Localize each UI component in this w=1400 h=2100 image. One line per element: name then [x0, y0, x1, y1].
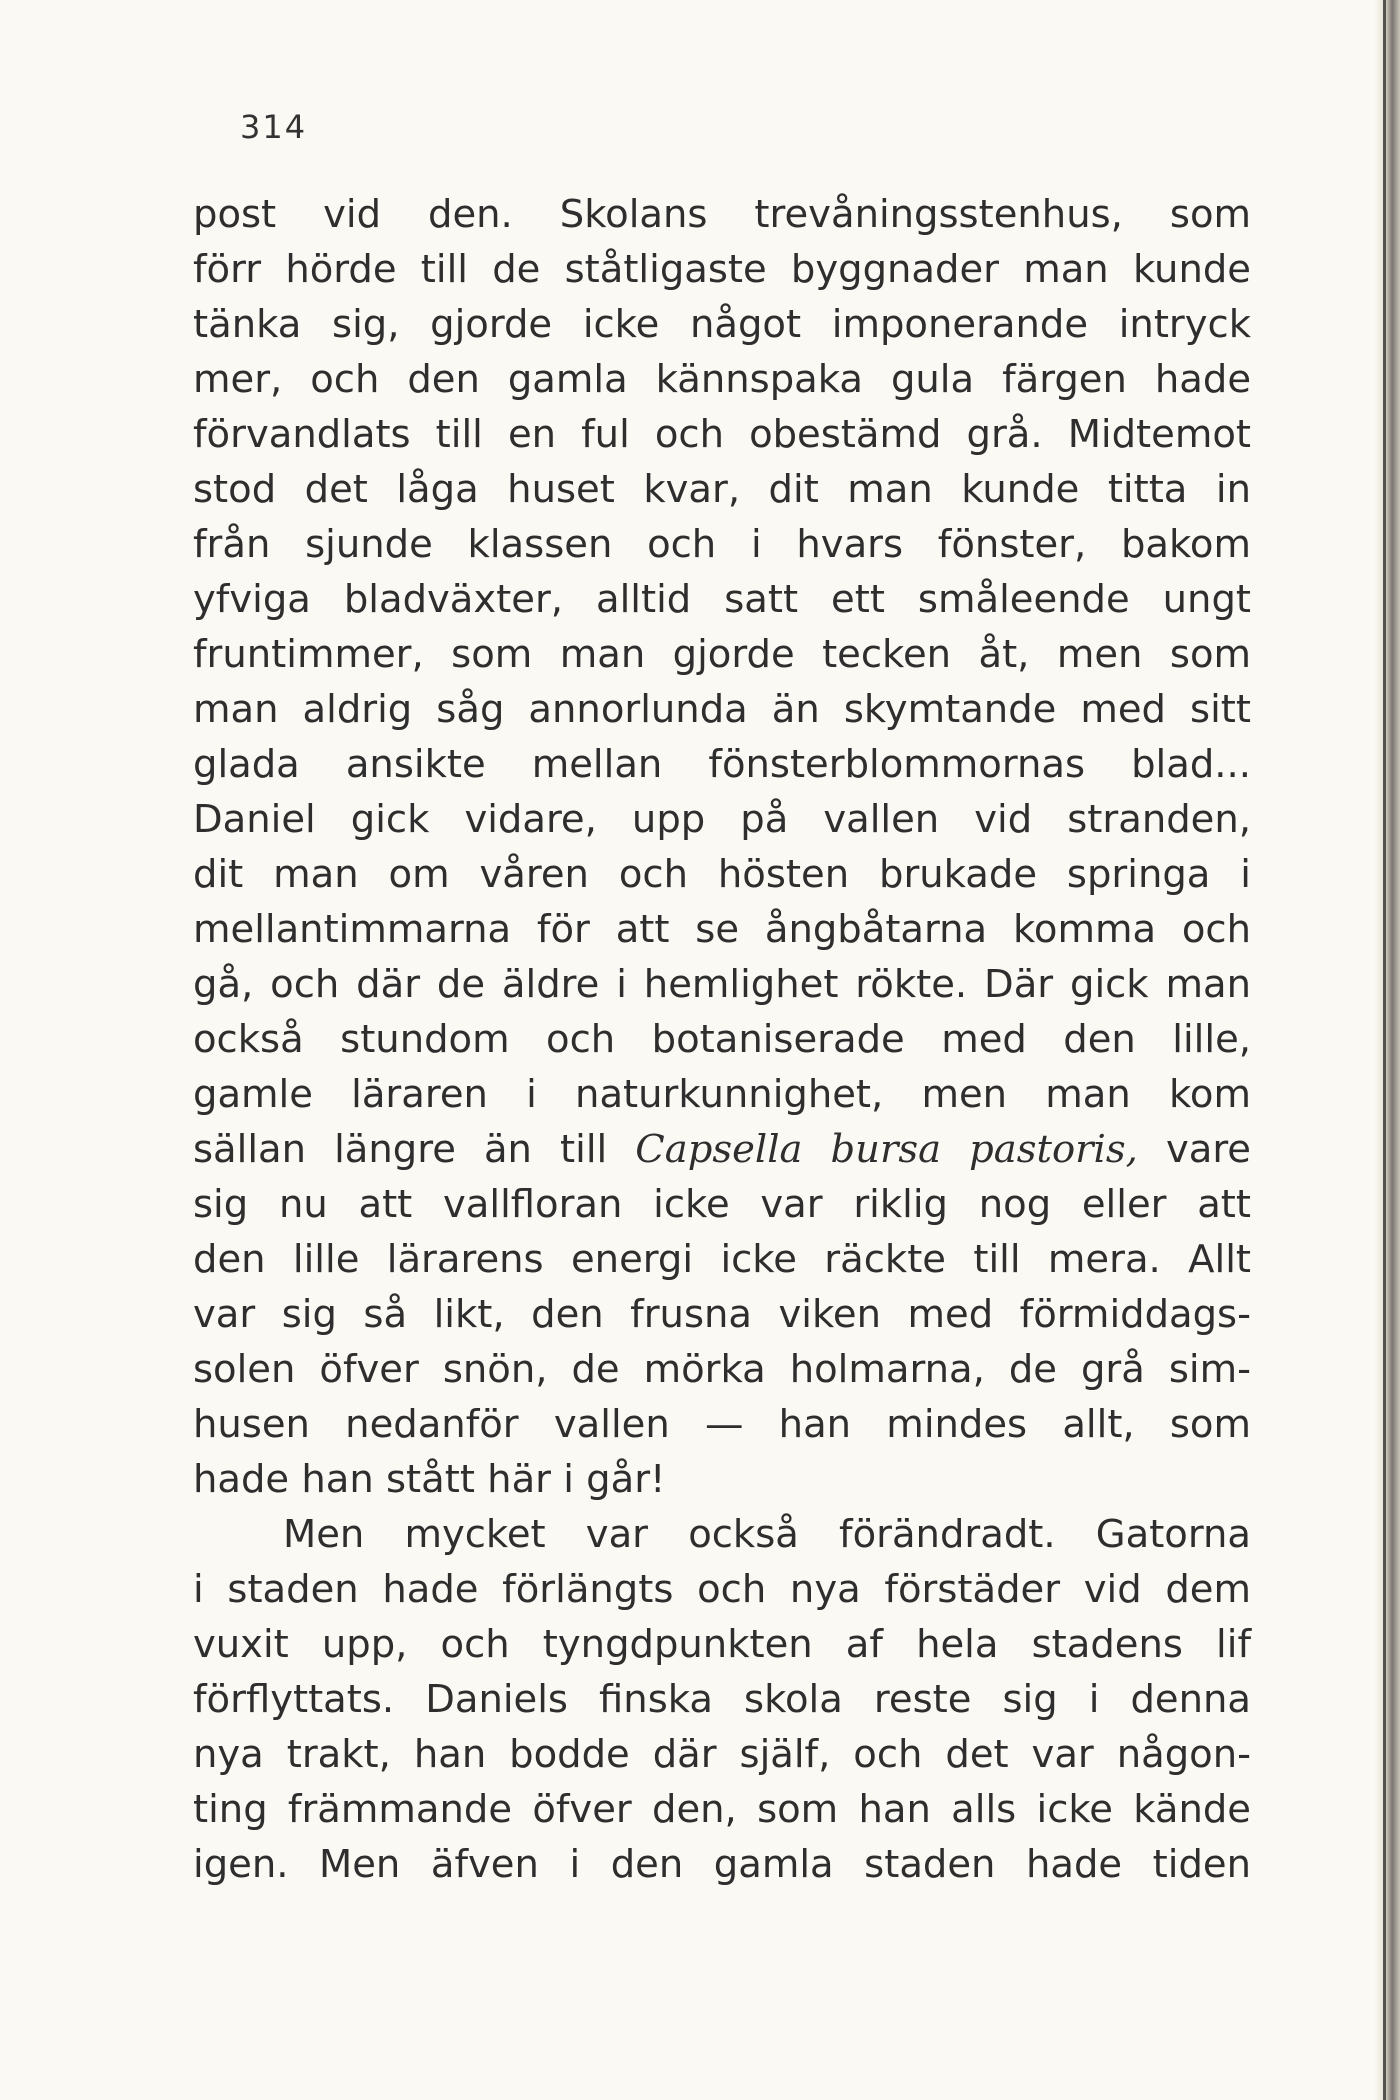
- text-line: ting främmande öfver den, som han alls icke kände: [193, 1787, 1251, 1832]
- page-number: 314: [240, 108, 308, 146]
- text-line: förvandlats till en ful och obestämd grå. Midtemot: [193, 412, 1251, 457]
- text-line: Daniel gick vidare, upp på vallen vid stranden,: [193, 797, 1251, 842]
- text-line: dit man om våren och hösten brukade springa i: [193, 852, 1251, 897]
- text-line: sig nu att vallfloran icke var riklig nog eller att: [193, 1182, 1251, 1227]
- text-line: tänka sig, gjorde icke något imponerande intryck: [193, 302, 1251, 347]
- text-line: förflyttats. Daniels finska skola reste sig i denna: [193, 1677, 1251, 1722]
- text-line: stod det låga huset kvar, dit man kunde titta in: [193, 467, 1251, 512]
- text-line: mer, och den gamla kännspaka gula färgen hade: [193, 357, 1251, 402]
- text-line: yfviga bladväxter, alltid satt ett småleende ungt: [193, 577, 1251, 622]
- text-line: gamle läraren i naturkunnighet, men man kom: [193, 1072, 1251, 1117]
- text-line: förr hörde till de ståtligaste byggnader man kunde: [193, 247, 1251, 292]
- text-line: den lille lärarens energi icke räckte till mera. Allt: [193, 1237, 1251, 1282]
- text-line: vuxit upp, och tyngdpunkten af hela stadens lif: [193, 1622, 1251, 1667]
- text-line: glada ansikte mellan fönsterblommornas blad...: [193, 742, 1251, 787]
- body-text: [193, 187, 1251, 1892]
- text-line: igen. Men äfven i den gamla staden hade tiden: [193, 1842, 1251, 1887]
- text-line: man aldrig såg annorlunda än skymtande med sitt: [193, 687, 1251, 732]
- text-line: också stundom och botaniserade med den lille,: [193, 1017, 1251, 1062]
- binding-edge: [1374, 0, 1400, 2100]
- text-line: solen öfver snön, de mörka holmarna, de grå sim-: [193, 1347, 1251, 1392]
- text-line: gå, och där de äldre i hemlighet rökte. Där gick man: [193, 962, 1251, 1007]
- text-line-paragraph-end: hade han stått här i går!: [193, 1457, 666, 1502]
- text-line: mellantimmarna för att se ångbåtarna komma och: [193, 907, 1251, 952]
- text-line: post vid den. Skolans trevåningsstenhus, som: [193, 192, 1251, 237]
- text-line: från sjunde klassen och i hvars fönster, bakom: [193, 522, 1251, 567]
- text-line-with-italic: [193, 1122, 1251, 1177]
- text-line: nya trakt, han bodde där själf, och det var någon-: [193, 1732, 1251, 1777]
- binding-shadow-line: [1383, 0, 1386, 2100]
- text-segment: vare: [1137, 1127, 1251, 1172]
- text-segment: sällan längre än till: [193, 1127, 636, 1172]
- text-line: fruntimmer, som man gjorde tecken åt, men som: [193, 632, 1251, 677]
- italic-species-name: Capsella bursa pastoris,: [635, 1127, 1138, 1172]
- text-line: i staden hade förlängts och nya förstäder vid dem: [193, 1567, 1251, 1612]
- text-line-paragraph-start: Men mycket var också förändradt. Gatorna: [283, 1512, 1251, 1557]
- text-line: husen nedanför vallen — han mindes allt, som: [193, 1402, 1251, 1447]
- text-line: var sig så likt, den frusna viken med förmiddags-: [193, 1292, 1251, 1337]
